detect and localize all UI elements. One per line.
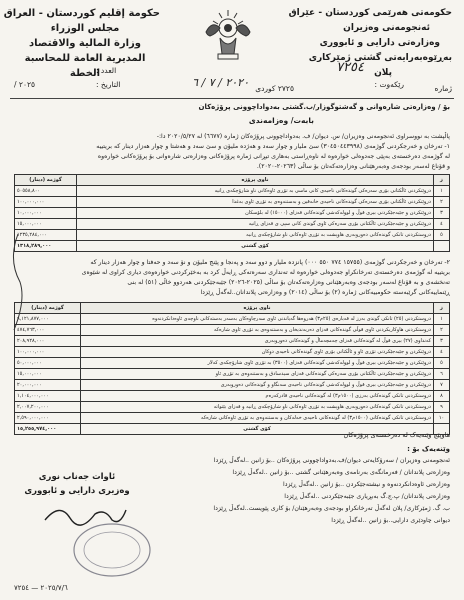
row-project: دروستکردنی هاوکاریکردنی ئاوی قوڵی گوندەکانی قەزای دەربەندیخان و بەستنەوەی بە تۆڕی ئاوی شارەکە <box>81 325 434 336</box>
row-number: ١٠ <box>434 413 450 424</box>
header-arabic <box>3 6 160 81</box>
table-row <box>15 208 450 219</box>
copy-item: وەزارەتی پلاندانان/ پ.ج.گ بەبڕیاری جێبەجێکردنی ..لەگەڵ ڕێزدا <box>284 493 450 500</box>
table-row <box>15 402 450 413</box>
arabic-year: ٢٠٢٥ / <box>14 80 36 89</box>
para1-line4: و قۆناغ لەسەر بودجەی وەبەرهێنانی وەزارەتەکەتان بۆ ساڵی (٢٠٢٦٣-٢٠٢٠). <box>256 163 450 170</box>
header-kurdish <box>277 6 452 81</box>
header-kurdish-line5: پلان <box>374 68 392 78</box>
header-kurdish-line3: وەزارەتی دارایی و ئابووری <box>319 38 440 48</box>
row-project: دروستکردنی تانکی گوندەکانی (١٥٠٠م٣) لە گوندەکانی ناحیەی خەلەکان و بەستنەوەی بە تۆڕی ئاوەکانی شارەکە <box>81 413 434 424</box>
row-project: دروێنکردنی ئاڵکتانی بۆری سەرەکی گوندەکانی ناحیەی خانەقین و بەستنەوەی بە تۆڕی ئاوی بەغدا <box>77 197 434 208</box>
para1-line2: ١- تەرخان و خەرجکردنی گوژمەی (٣٠٤٥٠٤٤٣٩٩٨) سێ ملیار و چوار سەد و هەژدە ملیۆن و سێ سەد و هەشتا و چوار هەزار دینار کە بریتییە <box>96 143 450 150</box>
row-number: ٧ <box>434 380 450 391</box>
row-number: ٩ <box>434 402 450 413</box>
row-project: دروێنکردنی ئاڵکتانی بۆری سەرەکی گوندەکانی ناحیەی کانی ماسی بە تۆڕی ئاوەکانی ناو شارۆچکەی ڕانیە <box>77 186 434 197</box>
para1-line1: پاڵپشت بە نووسراوی ئەنجومەنی وەزیران/ س. دیوان/ ف. بەدواداچوونی پرۆژەکان ژمارە (٦٦٧٧) لە ٢٠٢٠/٥/٢٧ دا:- <box>156 133 450 140</box>
column-header-amount: گوژمە (دینار) <box>15 175 77 186</box>
row-amount: ١٢٣٥,٢٨٤,٠٠٠ <box>15 230 77 241</box>
addressee-line: بۆ / وەزارەتی شارەوانی و گەشتوگوزار/ب.گشتی بەدواداچوونی پرۆژەکان <box>198 103 450 111</box>
copy-item: ئەنجومەنی وەزیران / سەرۆکایەتی دیوان/ف.بەدواداچوونی پرۆژەکان ..بۆ زانین ..لەگەڵ ڕێزدا <box>213 457 450 464</box>
total-label: کۆی گشتی <box>81 424 434 435</box>
table-row <box>15 197 450 208</box>
row-amount: ٥٠٥٥٨,٨٠٠ <box>15 186 77 197</box>
column-header-project: ناوی پرۆژە <box>81 303 434 314</box>
row-amount: ٩,١٢١,٨٧٧,٠٠٠ <box>15 314 81 325</box>
row-project: کەنداوی (٢٧) بیری قوڵ لە گوندەکانی قەزای چەمچەماڵ و گوندەکانی دەوروبەری <box>81 336 434 347</box>
table-header-row <box>15 303 450 314</box>
table-total-row <box>15 241 450 252</box>
copy-item: وەزارەتی ئاوەدانکردنەوە و نیشتەجێکردن ..بۆ زانین ..لەگەڵ ڕێزدا <box>283 481 450 488</box>
row-number: ٦ <box>434 369 450 380</box>
para2-line2: بریتییە لە گوژمەی دەرخستەی تەرخانکراو جەدوەلی خوارەوە لە تەنداری سەرەتەکی ڕایەڵ کرد بە بەخێرکردنی خوارەوەی دیاری کراوی لە شێوەی <box>81 269 450 276</box>
total-amount: ١٥,٢٥٥,٩٧٤,٠٠٠ <box>15 424 81 435</box>
row-amount: ١٠٠,٠٠٠,٠٠٠ <box>15 347 81 358</box>
para1-line3: لە گوژمەی دەرخستەی بەپێی جەدوەلی خوارەوە لە ناوەڕاستی بەهاری تیڕانی ژمارە پرۆژەکانی وەزارەتی شارەوانی بۆ پرۆژەکانی خوارەوە <box>97 153 450 160</box>
row-number: ٣ <box>434 336 450 347</box>
row-number: ٤ <box>434 219 450 230</box>
total-amount: ١٣١٨,٢٨٩,٠٠٠ <box>15 241 77 252</box>
row-project: دروێنکردن و جێبەجێکردنی بیری قوڵ و لوولەکەشی گوندەکانی قەزای (٣٥٠٠) بە تۆڕی ئاوی شارۆچکەی کەلار <box>81 358 434 369</box>
row-project: دروێنکردن و جێبەجێکردنی ئاڵکتانی بۆری سەرەکی گوندەکانی قەزای سیدسادق و بەستنەوەی بە تۆڕی ئاو <box>81 369 434 380</box>
row-number: ٣ <box>434 208 450 219</box>
row-amount: ١٥,٠٠٠,٠٠٠ <box>15 369 81 380</box>
row-number: ٢ <box>434 197 450 208</box>
signatory-name: ئاوات جەناب نوری <box>38 472 116 482</box>
row-amount: ١٥,٠٠٠,٠٠٠ <box>15 219 77 230</box>
row-number: ٥ <box>434 230 450 241</box>
row-amount: ٥٠,٠٠٠,٠٠٠ <box>15 358 81 369</box>
table-row <box>15 347 450 358</box>
projects-table-2 <box>14 302 450 435</box>
row-amount: ١٠,٠٠٠,٠٠٠ <box>15 208 77 219</box>
handwritten-date: ٢٠٢٠ / ٧ / ٦ <box>192 76 249 89</box>
row-project: دروێنکردن و جێبەجێکردنی تۆڕی ئاو و ئاڵکتانی بۆری ئاوی گوندەکانی ناحیەی دوکان <box>81 347 434 358</box>
row-number: ١ <box>434 186 450 197</box>
total-label: کۆی گشتی <box>77 241 434 252</box>
column-header-no: ز <box>434 303 450 314</box>
handwritten-number: ٧٢٥٤ <box>336 60 364 75</box>
row-project: دروێنکردن و جێبەجێکردنی بیری قوڵ و لوولەکەشی گوندەکانی قەزای (١٥٠٠٠) لە بلۆسکان <box>77 208 434 219</box>
row-amount: ٤٧٤,٧٦٣,٠٠٠ <box>15 325 81 336</box>
column-header-project: ناوی پرۆژە <box>77 175 434 186</box>
row-amount: ٢,٥٩٠,٠٠٠,٠٠٠ <box>15 413 81 424</box>
table-row <box>15 186 450 197</box>
row-amount: ١٠٠,٠٠٠,٠٠٠ <box>15 197 77 208</box>
row-amount: ١,١٠٤,٠٠٠,٠٠٠ <box>15 391 81 402</box>
row-number: ٨ <box>434 391 450 402</box>
header-arabic-line2: مجلس الوزراء <box>50 23 120 34</box>
para2-line3: تەنخشەی و بە قۆناغ لەسەر بودجەی وەبەرهێنانی وەزارەتەکەتان بۆ ساڵی (٢٠٢٥-٢٠٢٦) جێبەجێکردنی هەردوو خاڵی (٥١) لە بنی <box>127 279 450 286</box>
row-number: ٢ <box>434 325 450 336</box>
table1-body <box>15 186 450 252</box>
kurdish-number-label: ژمارە <box>434 84 452 93</box>
table-row <box>15 230 450 241</box>
header-arabic-line3: وزارة المالية والاقتصاد <box>28 38 142 49</box>
row-amount: ٢,٠٠٧,٢٠٠,٠٠٠ <box>15 402 81 413</box>
copy-item: دیوانی چاودێری دارایی..بۆ زانین ..لەگەڵ ڕێزدا <box>331 517 450 524</box>
kurdi-year-label: ٢٧٢٥ کوردی <box>255 84 294 93</box>
para2-line4: ڕێنماییەکانی گرێبەستە حکومییەکانی ژمارە (٢) بۆ ساڵی (٢٠١٤) و وەزارەتی پلاندانان..لەگەڵ ڕێزدا <box>200 289 450 296</box>
table-row <box>15 358 450 369</box>
row-project: دروێنکردن و جێبەجێکردنی بیری قوڵ و لوولەکەشی گوندەکانی ناحیەی سەنگاو و گوندەکانی دەوروبەری <box>81 380 434 391</box>
row-number: ١ <box>434 314 450 325</box>
copy-item: ب. گ. ژمێرکاری/ پلان لەگەڵ تەرخانکراو بودجەی وەبەرهێنان/ بۆ کاری پێویست..لەگەڵ ڕێزدا <box>213 505 450 512</box>
official-stamp-icon <box>70 520 155 580</box>
column-header-amount: گوژمە (دینار) <box>15 303 81 314</box>
copy-item: وەزارەتی پلاندانان / فەرمانگەی بەرنامەی وەبەرهێنانی گشتی ..بۆ زانین ..لەگەڵ ڕێزدا <box>232 469 450 476</box>
row-project: دروستکردنی تانکی گوندەکانی بەرزی (١٥٠٠م٣) لە گوندەکانی ناحیەی قادرکەرەم <box>81 391 434 402</box>
signatory-title: وەزیری دارایی و ئابووری <box>24 486 130 496</box>
arabic-date-label: التاريخ : <box>96 80 121 89</box>
header-kurdish-line1: حکومەتی هەرێمی کوردستان - عێراق <box>288 8 452 18</box>
table-header-row <box>15 175 450 186</box>
table-row <box>15 336 450 347</box>
header-kurdish-line2: ئەنجومەنی وەزیران <box>343 23 430 33</box>
table-row <box>15 391 450 402</box>
header-arabic-line5: الخطة <box>69 68 101 79</box>
para2-line1: ٢- تەرخان و خەرجکردنی گوژمەی (١٥٧٥٥ ٧٧٤ ٥٥٠ ٠٠٠) پانزدە ملیار و دوو سەد و پەنجا و پێنج ملیۆن و نۆ سەد و حەفتا و چوار هەزار دینار کە <box>90 259 450 266</box>
kurdish-date-label: رێکەوت : <box>374 80 404 89</box>
row-amount: ٢٠٨,٩٢٨,٠٠٠ <box>15 336 81 347</box>
arabic-number-label: العدد : <box>96 66 117 75</box>
row-amount: ٢٠,٠٠٠,٠٠٠ <box>15 380 81 391</box>
header-divider <box>10 98 454 99</box>
row-project: دروستکردنی تانکی گوندەکانی دەوروبەری هاوپشت بە تۆڕی ئاوەکانی ناو شارۆچکەی ڕانیە <box>77 230 434 241</box>
table-row <box>15 369 450 380</box>
attachment-note: هاوپێچ وێنەیەک لە دەرخستەی پرۆژەکان <box>343 431 450 439</box>
row-number: ٤ <box>434 347 450 358</box>
row-number: ٥ <box>434 358 450 369</box>
copies-heading: وێنەیەک بۆ : <box>407 445 450 453</box>
header-arabic-line4: المديرية العامة للمحاسبة <box>24 53 146 64</box>
signature-block <box>22 470 132 498</box>
subject-line: بابەت/ وەزامەندی <box>248 116 314 125</box>
header-kurdish-line4: بەڕێوەبەرایەتی گشتی ژمێرکاری <box>308 53 452 63</box>
table-row <box>15 314 450 325</box>
margin-handwriting-icon <box>6 230 28 340</box>
projects-table-1 <box>14 174 450 252</box>
table2-body <box>15 314 450 435</box>
row-project: دروستکردنی تانکی گوندەکانی دەوروبەری هاوپشت بە تۆڕی ئاوەکانی ناو شارۆچکەی ڕانیە و قەزای بێتواتە <box>81 402 434 413</box>
row-project: دروێنکردن و جێبەجێکردنی ئاڵکتانی بۆری سەرەکی ئاوی گوندی کانی سپی ی قەزای ڕانیە <box>77 219 434 230</box>
header-arabic-line1: حكومة إقليم كوردستان - العراق <box>3 8 160 19</box>
footer-reference: ٢٠٢٥/٧/٦ — ٧٢٥٤ <box>14 584 68 592</box>
kurdistan-emblem-icon <box>202 6 254 64</box>
column-header-no: ز <box>434 175 450 186</box>
table-row <box>15 219 450 230</box>
table-row <box>15 325 450 336</box>
table-row <box>15 380 450 391</box>
table-row <box>15 413 450 424</box>
row-project: دروستکردنی (٢٥) تانکی گوندی بەرز لە قەبارەی (٢٥م٣) هەروەها گەیاندنی ئاوی سەرچاوەکان بەسەر بەستەکانی ناوچەی ئاوەدانکردنەوە <box>81 314 434 325</box>
